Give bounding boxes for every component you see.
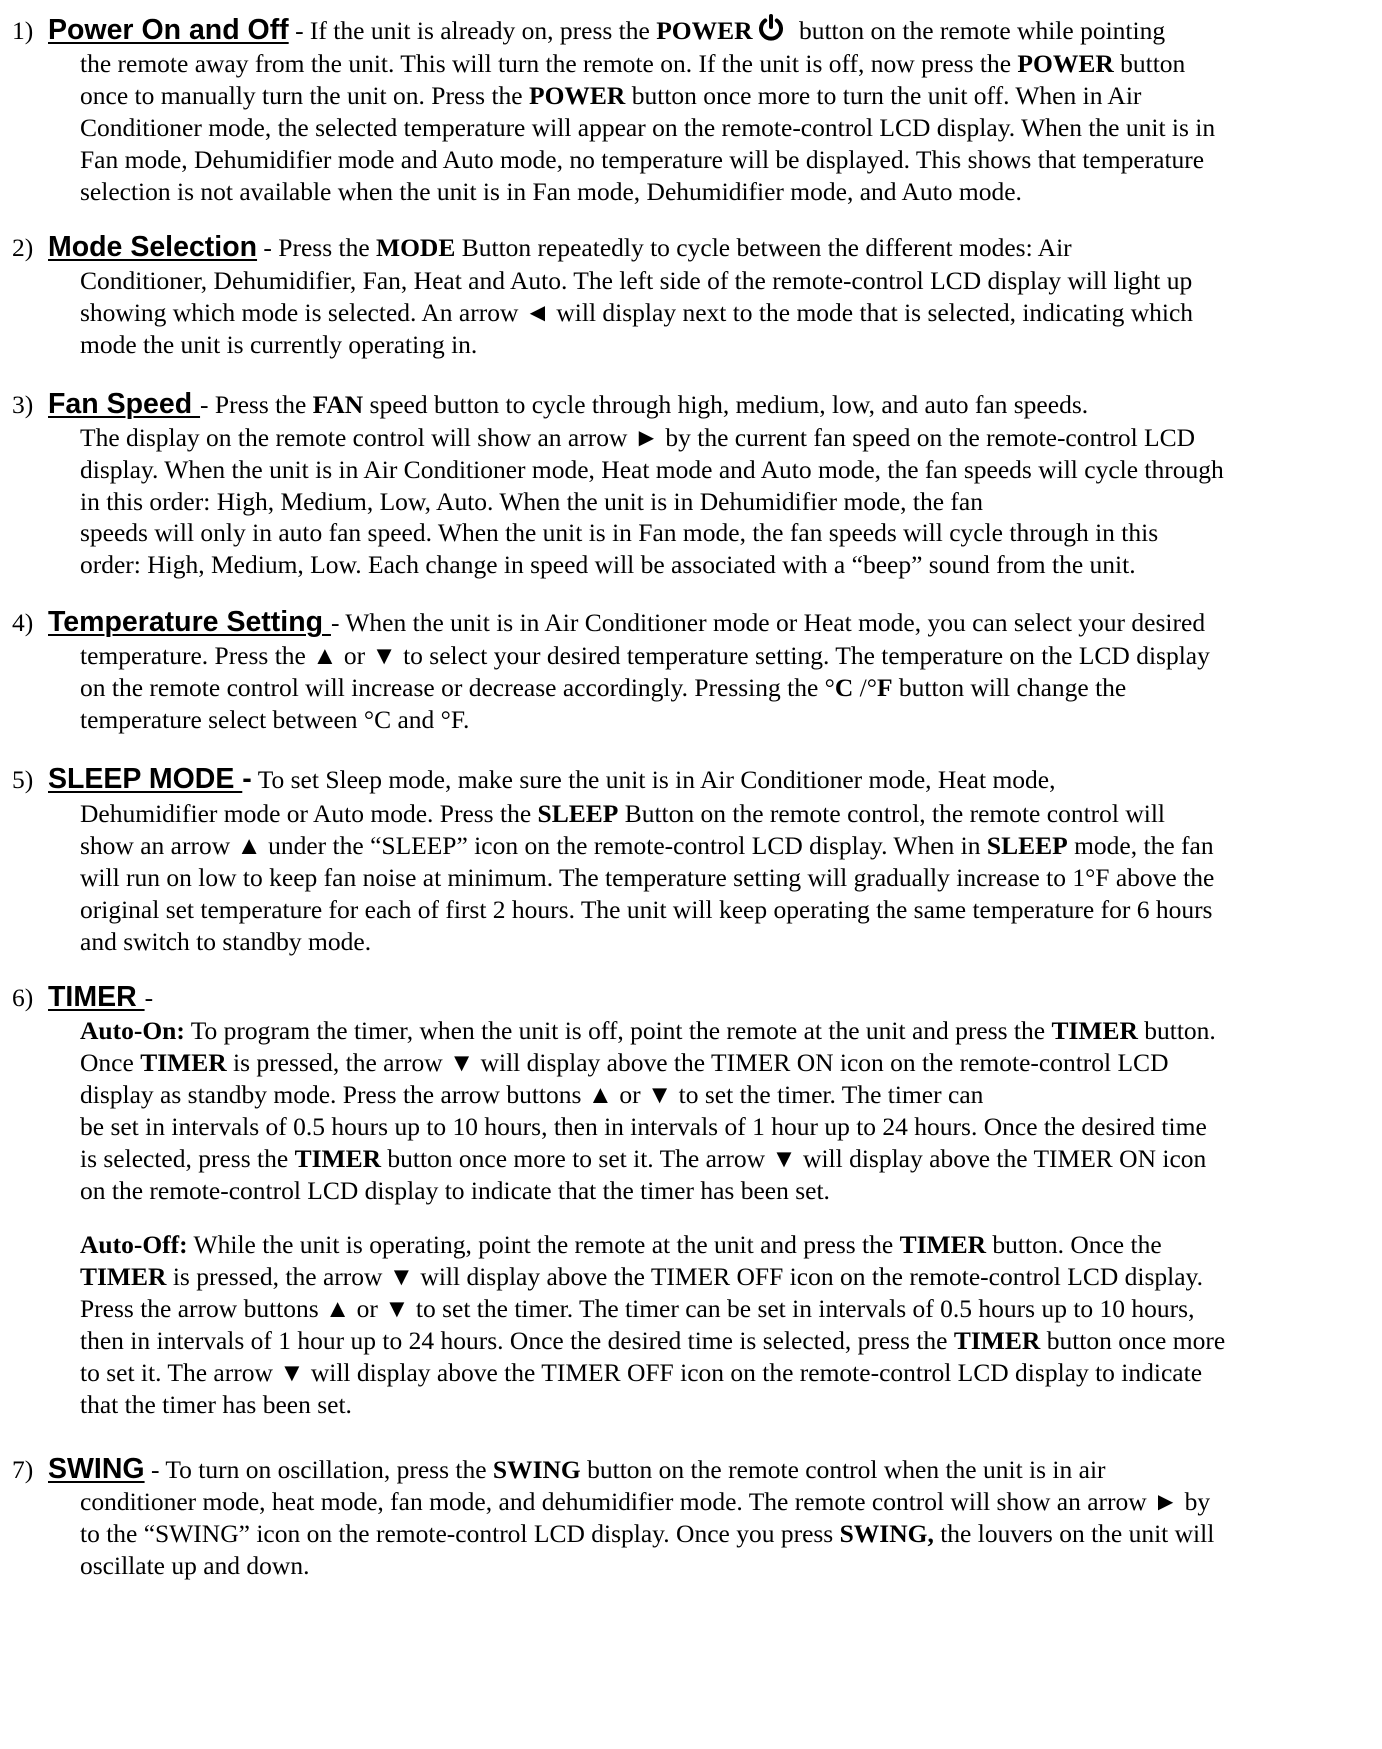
text-run: that the timer has been set.: [80, 1390, 352, 1419]
bold-term: TIMER: [899, 1230, 987, 1259]
text-run: order: High, Medium, Low. Each change in speed will be associated with a “beep” sound from the unit.: [80, 550, 1136, 579]
body-text-line: [80, 1388, 352, 1421]
bold-term: SLEEP: [986, 831, 1068, 860]
item-heading-line: [48, 606, 1205, 639]
text-run: on the remote control will increase or decrease accordingly. Pressing the °: [80, 673, 835, 702]
body-text-line: [80, 175, 1022, 208]
section-heading: TIMER: [48, 981, 145, 1013]
text-run: display. When the unit is in Air Conditioner mode, Heat mode and Auto mode, the fan speeds will cycle through: [80, 455, 1224, 484]
text-run: - When the unit is in Air Conditioner mode or Heat mode, you can select your desired: [330, 608, 1206, 637]
text-run: button.: [1137, 1016, 1216, 1045]
body-text-line: [80, 143, 1204, 176]
text-run: button will change the: [892, 673, 1127, 702]
body-text-line: [80, 925, 371, 958]
text-run: in this order: High, Medium, Low, Auto. When the unit is in Dehumidifier mode, the fan: [80, 487, 983, 516]
text-run: Button repeatedly to cycle between the different modes: Air: [455, 233, 1072, 262]
text-run: temperature select between °C and °F.: [80, 705, 470, 734]
body-text-line: [80, 1549, 309, 1582]
bold-term: SWING: [492, 1455, 581, 1484]
body-text-line: [80, 421, 1195, 454]
item-number: 7): [12, 1455, 34, 1484]
text-run: conditioner mode, heat mode, fan mode, and dehumidifier mode. The remote control will show an arrow ► by: [80, 1487, 1211, 1516]
text-run: button once more to set it. The arrow ▼ will display above the TIMER ON icon: [381, 1144, 1207, 1173]
item-heading-line: [48, 981, 153, 1014]
power-icon: [757, 14, 785, 50]
section-heading: Fan Speed: [48, 388, 201, 420]
item-heading-line: [48, 388, 1088, 421]
section-heading: Temperature Setting: [48, 606, 331, 638]
body-text-line: [80, 47, 1185, 80]
item-heading-line: [48, 231, 1072, 264]
text-run: button once more to turn the unit off. When in Air: [625, 81, 1142, 110]
text-run: is selected, press the: [80, 1144, 295, 1173]
body-text-line: [80, 1046, 1168, 1079]
item-heading-line: [48, 14, 1165, 50]
body-text-line: [80, 1517, 1214, 1550]
body-text-line: [80, 639, 1210, 672]
body-text-line: [80, 1260, 1203, 1293]
text-run: mode, the fan: [1067, 831, 1214, 860]
body-text-line: [80, 797, 1165, 830]
bold-term: POWER: [529, 81, 626, 110]
item-number: 4): [12, 608, 34, 637]
body-text-line: [80, 703, 469, 736]
body-text-line: [80, 453, 1224, 486]
item-number: 3): [12, 390, 34, 419]
bold-term: F: [876, 673, 893, 702]
bold-term: TIMER: [1051, 1016, 1138, 1045]
text-run: and switch to standby mode.: [80, 927, 372, 956]
text-run: To program the timer, when the unit is off, point the remote at the unit and press the: [184, 1016, 1052, 1045]
item-number: 6): [12, 983, 34, 1012]
text-run: speed button to cycle through high, medium, low, and auto fan speeds.: [363, 390, 1089, 419]
item-number: 5): [12, 765, 34, 794]
bold-term: SLEEP: [537, 799, 619, 828]
text-run: Press the arrow buttons ▲ or ▼ to set the timer. The timer can be set in intervals of 0.5 hours up to 10 hours,: [80, 1294, 1195, 1323]
body-text-line: [80, 264, 1192, 297]
text-run: display as standby mode. Press the arrow buttons ▲ or ▼ to set the timer. The timer can: [80, 1080, 984, 1109]
body-text-line: [80, 671, 1126, 704]
text-run: show an arrow ▲ under the “SLEEP” icon on the remote-control LCD display. When in: [80, 831, 987, 860]
body-text-line: [80, 1174, 830, 1207]
body-text-line: [80, 1142, 1206, 1175]
bold-term: Auto-On:: [80, 1016, 185, 1045]
text-run: button on the remote control when the unit is in air: [580, 1455, 1106, 1484]
body-text-line: [80, 516, 1158, 549]
item-heading-line: [48, 1453, 1106, 1486]
text-run: /°: [853, 673, 877, 702]
body-text-line: [80, 893, 1212, 926]
item-number: 1): [12, 16, 34, 45]
text-run: oscillate up and down.: [80, 1551, 310, 1580]
body-text-line: [80, 861, 1214, 894]
body-text-line: [80, 829, 1214, 862]
bold-term: TIMER: [294, 1144, 381, 1173]
text-run: temperature. Press the ▲ or ▼ to select your desired temperature setting. The temperature on the LCD display: [80, 641, 1210, 670]
body-text-line: [80, 485, 983, 518]
section-heading: Mode Selection: [48, 231, 258, 263]
text-run: on the remote-control LCD display to indicate that the timer has been set.: [80, 1176, 830, 1205]
text-run: is pressed, the arrow ▼ will display above the TIMER ON icon on the remote-control LCD: [226, 1048, 1169, 1077]
body-text-line: [80, 1078, 983, 1111]
text-run: The display on the remote control will show an arrow ► by the current fan speed on the remote-control LCD: [80, 423, 1196, 452]
item-number: 2): [12, 233, 34, 262]
body-text-line: [80, 1485, 1210, 1518]
text-run: button. Once the: [986, 1230, 1162, 1259]
section-heading: -: [242, 763, 252, 795]
text-run: Dehumidifier mode or Auto mode. Press the: [80, 799, 538, 828]
text-run: mode the unit is currently operating in.: [80, 330, 478, 359]
text-run: speeds will only in auto fan speed. When the unit is in Fan mode, the fan speeds will cycle through in this: [80, 518, 1159, 547]
text-run: Once: [80, 1048, 141, 1077]
text-run: Button on the remote control, the remote control will: [618, 799, 1166, 828]
section-heading: SLEEP MODE: [48, 763, 243, 795]
text-run: the remote away from the unit. This will turn the remote on. If the unit is off, now press the: [80, 49, 1018, 78]
section-heading: Power On and Off: [48, 14, 289, 46]
text-run: button: [1113, 49, 1186, 78]
bold-term: Auto-Off:: [80, 1230, 188, 1259]
text-run: Fan mode, Dehumidifier mode and Auto mode, no temperature will be displayed. This shows that temperature: [80, 145, 1205, 174]
text-run: to set it. The arrow ▼ will display above the TIMER OFF icon on the remote-control LCD display to indicate: [80, 1358, 1203, 1387]
body-text-line: [80, 296, 1193, 329]
text-run: -: [144, 983, 154, 1012]
text-run: To set Sleep mode, make sure the unit is in Air Conditioner mode, Heat mode,: [251, 765, 1056, 794]
text-run: be set in intervals of 0.5 hours up to 10 hours, then in intervals of 1 hour up to 24 hours. Once the desired time: [80, 1112, 1207, 1141]
text-run: While the unit is operating, point the remote at the unit and press the: [187, 1230, 900, 1259]
text-run: original set temperature for each of first 2 hours. The unit will keep operating the same temperature for 6 hours: [80, 895, 1213, 924]
text-run: the louvers on the unit will: [933, 1519, 1215, 1548]
item-heading-line: [48, 763, 1055, 796]
body-text-line: [80, 1110, 1207, 1143]
text-run: - Press the: [257, 233, 377, 262]
text-run: button once more: [1040, 1326, 1226, 1355]
body-text-line: [80, 1292, 1194, 1325]
body-text-line: [80, 1228, 1162, 1261]
section-heading: SWING: [48, 1453, 145, 1485]
text-run: - If the unit is already on, press the: [288, 16, 657, 45]
bold-term: SWING,: [839, 1519, 934, 1548]
bold-term: POWER: [656, 16, 753, 45]
bold-term: TIMER: [80, 1262, 167, 1291]
body-text-line: [80, 111, 1215, 144]
bold-term: FAN: [312, 390, 364, 419]
bold-term: C: [834, 673, 854, 702]
text-run: - To turn on oscillation, press the: [144, 1455, 493, 1484]
bold-term: POWER: [1017, 49, 1114, 78]
text-run: - Press the: [200, 390, 313, 419]
text-run: button on the remote while pointing: [792, 16, 1166, 45]
body-text-line: [80, 1356, 1202, 1389]
text-run: to the “SWING” icon on the remote-control LCD display. Once you press: [80, 1519, 840, 1548]
body-text-line: [80, 548, 1136, 581]
text-run: is pressed, the arrow ▼ will display above the TIMER OFF icon on the remote-control LCD display.: [166, 1262, 1203, 1291]
bold-term: TIMER: [140, 1048, 227, 1077]
body-text-line: [80, 1324, 1225, 1357]
text-run: once to manually turn the unit on. Press the: [80, 81, 530, 110]
text-run: selection is not available when the unit is in Fan mode, Dehumidifier mode, and Auto mode.: [80, 177, 1022, 206]
body-text-line: [80, 79, 1141, 112]
bold-term: TIMER: [953, 1326, 1041, 1355]
text-run: showing which mode is selected. An arrow ◄ will display next to the mode that is selected, indicating which: [80, 298, 1194, 327]
text-run: Conditioner mode, the selected temperature will appear on the remote-control LCD display. When the unit is in: [80, 113, 1216, 142]
text-run: then in intervals of 1 hour up to 24 hours. Once the desired time is selected, press the: [80, 1326, 954, 1355]
body-text-line: [80, 328, 477, 361]
text-run: Conditioner, Dehumidifier, Fan, Heat and Auto. The left side of the remote-control LCD display will light up: [80, 266, 1193, 295]
bold-term: MODE: [376, 233, 456, 262]
text-run: will run on low to keep fan noise at minimum. The temperature setting will gradually increase to 1°F above the: [80, 863, 1215, 892]
body-text-line: [80, 1014, 1216, 1047]
